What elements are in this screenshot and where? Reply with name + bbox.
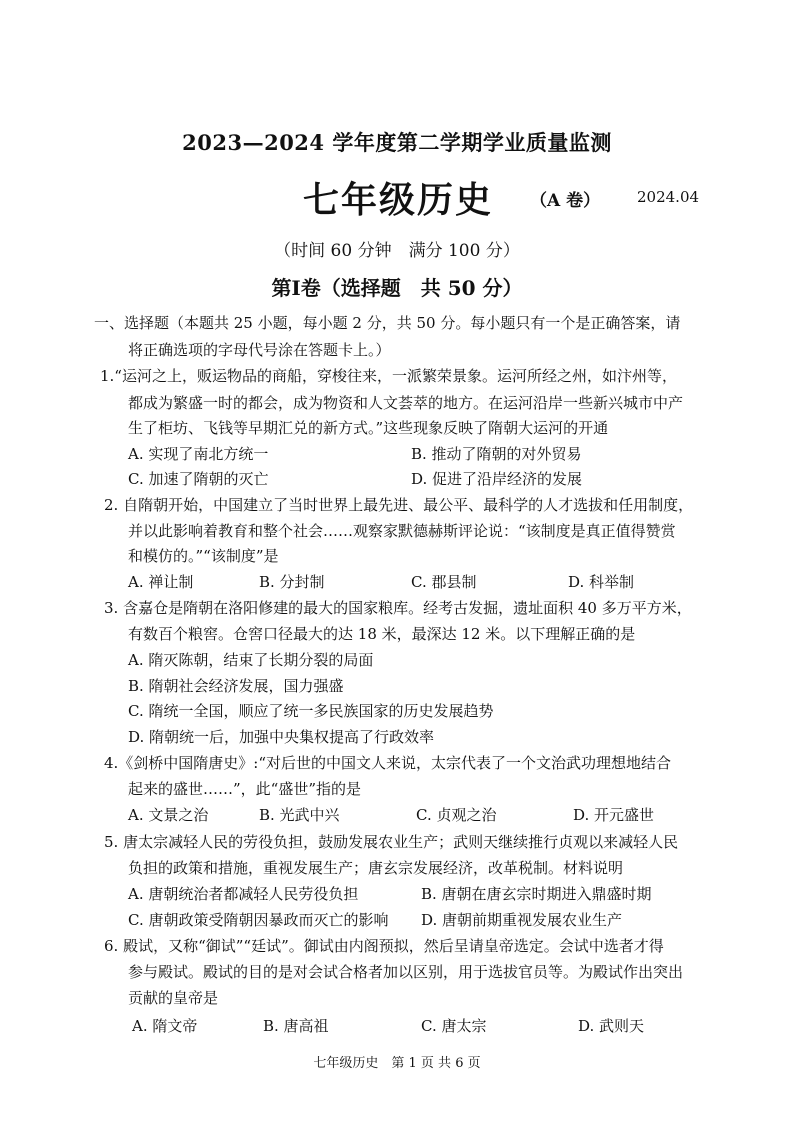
option-c: C. 隋统一全国，顺应了统一多民族国家的历史发展趋势 [128,702,494,720]
exam-title: 2023—2024 学年度第二学期学业质量监测 [182,130,612,155]
option-b: B. 唐高祖 [263,1017,329,1035]
time-info: （时间 60 分钟 满分 100 分） [274,241,520,261]
question-stem-line: 6. 殿试，又称“御试”“廷试”。御试由内阁预拟，然后呈请皇帝选定。会试中选者才得 [104,937,664,955]
option-a: A. 实现了南北方统一 [128,445,269,463]
option-d: D. 开元盛世 [573,806,655,824]
question-stem-line: 2. 自隋朝开始，中国建立了当时世界上最先进、最公平、最科学的人才选拔和任用制度， [104,496,694,514]
option-d: D. 促进了沿岸经济的发展 [411,470,583,488]
question-stem-line: 3. 含嘉仓是隋朝在洛阳修建的最大的国家粮库。经考古发掘，遗址面积 40 多万平方米， [104,599,692,617]
option-c: C. 唐朝政策受隋朝因暴政而灭亡的影响 [128,911,389,929]
question-stem-line: 4.《剑桥中国隋唐史》:“对后世的中国文人来说，太宗代表了一个文治武功理想地结合 [104,754,672,772]
part-title: 第Ⅰ卷（选择题 共 50 分） [271,276,523,300]
option-a: A. 隋灭陈朝，结束了长期分裂的局面 [128,651,374,669]
question-stem-line: 有数百个粮窖。仓窖口径最大的达 18 米，最深达 12 米。以下理解正确的是 [128,625,636,643]
option-b: B. 隋朝社会经济发展，国力强盛 [128,677,344,695]
option-b: B. 唐朝在唐玄宗时期进入鼎盛时期 [421,885,652,903]
question-stem-line: 生了柜坊、飞钱等早期汇兑的新方式。”这些现象反映了隋朝大运河的开通 [128,419,609,437]
option-d: D. 科举制 [568,573,635,591]
question-stem-line: 1.“运河之上，贩运物品的商船，穿梭往来，一派繁荣景象。运河所经之州，如汴州等， [100,367,677,385]
question-stem-line: 并以此影响着教育和整个社会……观察家默德赫斯评论说：“该制度是真正值得赞赏 [128,522,676,540]
question-stem-line: 和模仿的。”“该制度”是 [128,547,279,565]
option-c: C. 唐太宗 [421,1017,487,1035]
question-stem-line: 起来的盛世……”，此“盛世”指的是 [128,780,362,798]
option-c: C. 郡县制 [411,573,477,591]
section-heading-cont: 将正确选项的字母代号涂在答题卡上。） [128,341,391,359]
subject-title: 七年级历史 [303,179,494,221]
option-c: C. 贞观之治 [416,806,497,824]
exam-date: 2024.04 [637,188,700,206]
option-c: C. 加速了隋朝的灭亡 [128,470,269,488]
question-stem-line: 负担的政策和措施，重视发展生产；唐玄宗发展经济，改革税制。材料说明 [128,859,624,877]
option-d: D. 武则天 [578,1017,645,1035]
question-stem-line: 都成为繁盛一时的都会，成为物资和人文荟萃的地方。在运河沿岸一些新兴城市中产 [128,394,684,412]
option-b: B. 推动了隋朝的对外贸易 [411,445,582,463]
option-b: B. 光武中兴 [259,806,340,824]
subject-row [0,172,794,222]
option-a: A. 文景之治 [128,806,209,824]
page-footer: 七年级历史 第 1 页 共 6 页 [313,1056,481,1071]
section-heading: 一、选择题（本题共 25 小题，每小题 2 分，共 50 分。每小题只有一个是正确答案，请 [94,314,681,332]
question-stem-line: 贡献的皇帝是 [128,989,219,1007]
option-b: B. 分封制 [259,573,325,591]
question-stem-line: 参与殿试。殿试的目的是对会试合格者加以区别，用于选拔官员等。为殿试作出突出 [128,963,684,981]
option-a: A. 隋文帝 [132,1017,198,1035]
option-a: A. 唐朝统治者都减轻人民劳役负担 [128,885,359,903]
option-d: D. 隋朝统一后，加强中央集权提高了行政效率 [128,728,435,746]
option-a: A. 禅让制 [128,573,194,591]
volume-label: （A 卷） [530,191,601,211]
question-stem-line: 5. 唐太宗减轻人民的劳役负担，鼓励发展农业生产；武则天继续推行贞观以来减轻人民 [104,833,679,851]
option-d: D. 唐朝前期重视发展农业生产 [421,911,623,929]
